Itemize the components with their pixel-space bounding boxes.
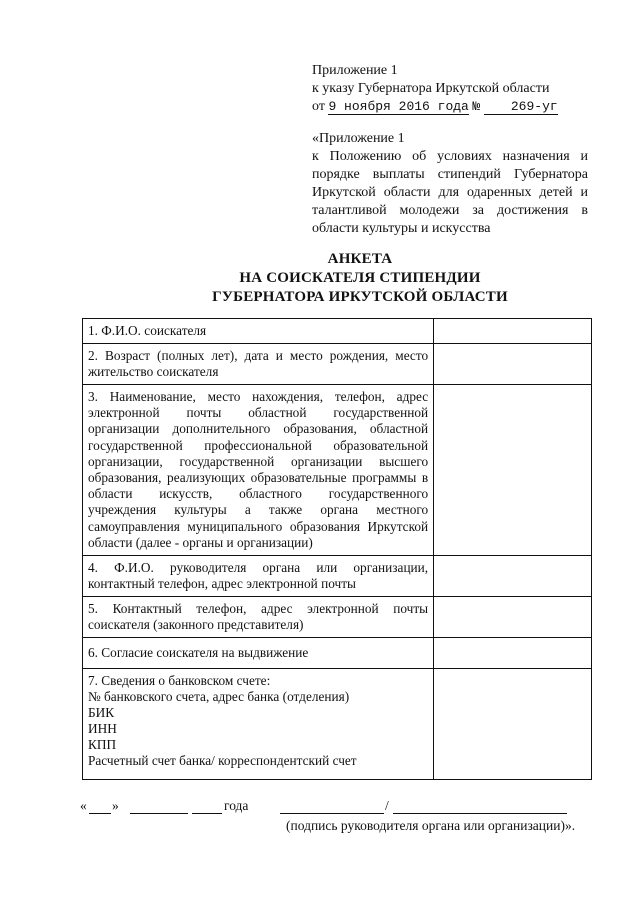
quote-open: «	[80, 798, 87, 813]
question-cell: 3. Наименование, место нахождения, телефон, адрес электронной почты областной государственной организации дополнительного образования, областной государственной профессиональной образовательной организации, государственной организации высшего образования, реализующих образовательные программы в области искусств, областного государственного учреждения культуры а также органа местного самоуправления муниципального образования Иркутской области (далее - органы и организации)	[83, 385, 434, 556]
question-cell: 1. Ф.И.О. соискателя	[83, 319, 434, 344]
title-line-3: ГУБЕРНАТОРА ИРКУТСКОЙ ОБЛАСТИ	[212, 289, 508, 305]
answer-cell[interactable]	[434, 319, 592, 344]
question-cell: 4. Ф.И.О. руководителя органа или организации, контактный телефон, адрес электронной почты	[83, 556, 434, 597]
appendix-line-2: к указу Губернатора Иркутской области	[312, 81, 550, 96]
day-field[interactable]	[89, 813, 111, 814]
question-cell: 6. Согласие соискателя на выдвижение	[83, 638, 434, 669]
regulation-reference	[312, 130, 588, 238]
appendix-from: от	[312, 99, 325, 114]
regulation-text: к Положению об условиях назначения и порядке выплаты стипендий Губернатора Иркутской области для одаренных детей и талантливой молодежи за достижения в области культуры и искусства	[312, 149, 588, 236]
year-field[interactable]	[192, 813, 222, 814]
quote-close: »	[112, 798, 119, 813]
signature-field[interactable]	[280, 813, 384, 814]
answer-cell[interactable]	[434, 344, 592, 385]
table-row	[83, 319, 592, 344]
name-field[interactable]	[393, 813, 567, 814]
regulation-line-1: «Приложение 1	[312, 131, 405, 146]
table-row	[83, 597, 592, 638]
signature-caption: (подпись руководителя органа или организации)».	[286, 818, 576, 833]
question-cell: 5. Контактный телефон, адрес электронной почты соискателя (законного представителя)	[83, 597, 434, 638]
title-line-2: НА СОИСКАТЕЛЯ СТИПЕНДИИ	[239, 270, 481, 286]
questionnaire-table	[82, 318, 592, 780]
answer-cell[interactable]	[434, 385, 592, 556]
table-row	[83, 638, 592, 669]
number-sign: №	[472, 99, 481, 114]
decree-number: 269-уг	[484, 100, 558, 115]
appendix-header	[312, 62, 592, 116]
question-cell: 2. Возраст (полных лет), дата и место рождения, место жительство соискателя	[83, 344, 434, 385]
appendix-line-3	[312, 98, 592, 116]
table-row	[83, 385, 592, 556]
appendix-line-1: Приложение 1	[312, 63, 398, 78]
decree-date: 9 ноября 2016 года	[328, 99, 469, 114]
month-field[interactable]	[130, 813, 188, 814]
answer-cell[interactable]	[434, 597, 592, 638]
signature-slash: /	[385, 798, 389, 813]
answer-cell[interactable]	[434, 556, 592, 597]
answer-cell[interactable]	[434, 669, 592, 780]
form-title	[80, 250, 640, 307]
table-row	[83, 669, 592, 780]
title-line-1: АНКЕТА	[327, 251, 393, 267]
answer-cell[interactable]	[434, 638, 592, 669]
year-word: года	[224, 798, 249, 813]
signature-line	[80, 798, 600, 818]
table-row	[83, 344, 592, 385]
table-row	[83, 556, 592, 597]
question-cell: 7. Сведения о банковском счете: № банковского счета, адрес банка (отделения) БИК ИНН КПП Расчетный счет банка/ корреспондентский счет	[83, 669, 434, 780]
